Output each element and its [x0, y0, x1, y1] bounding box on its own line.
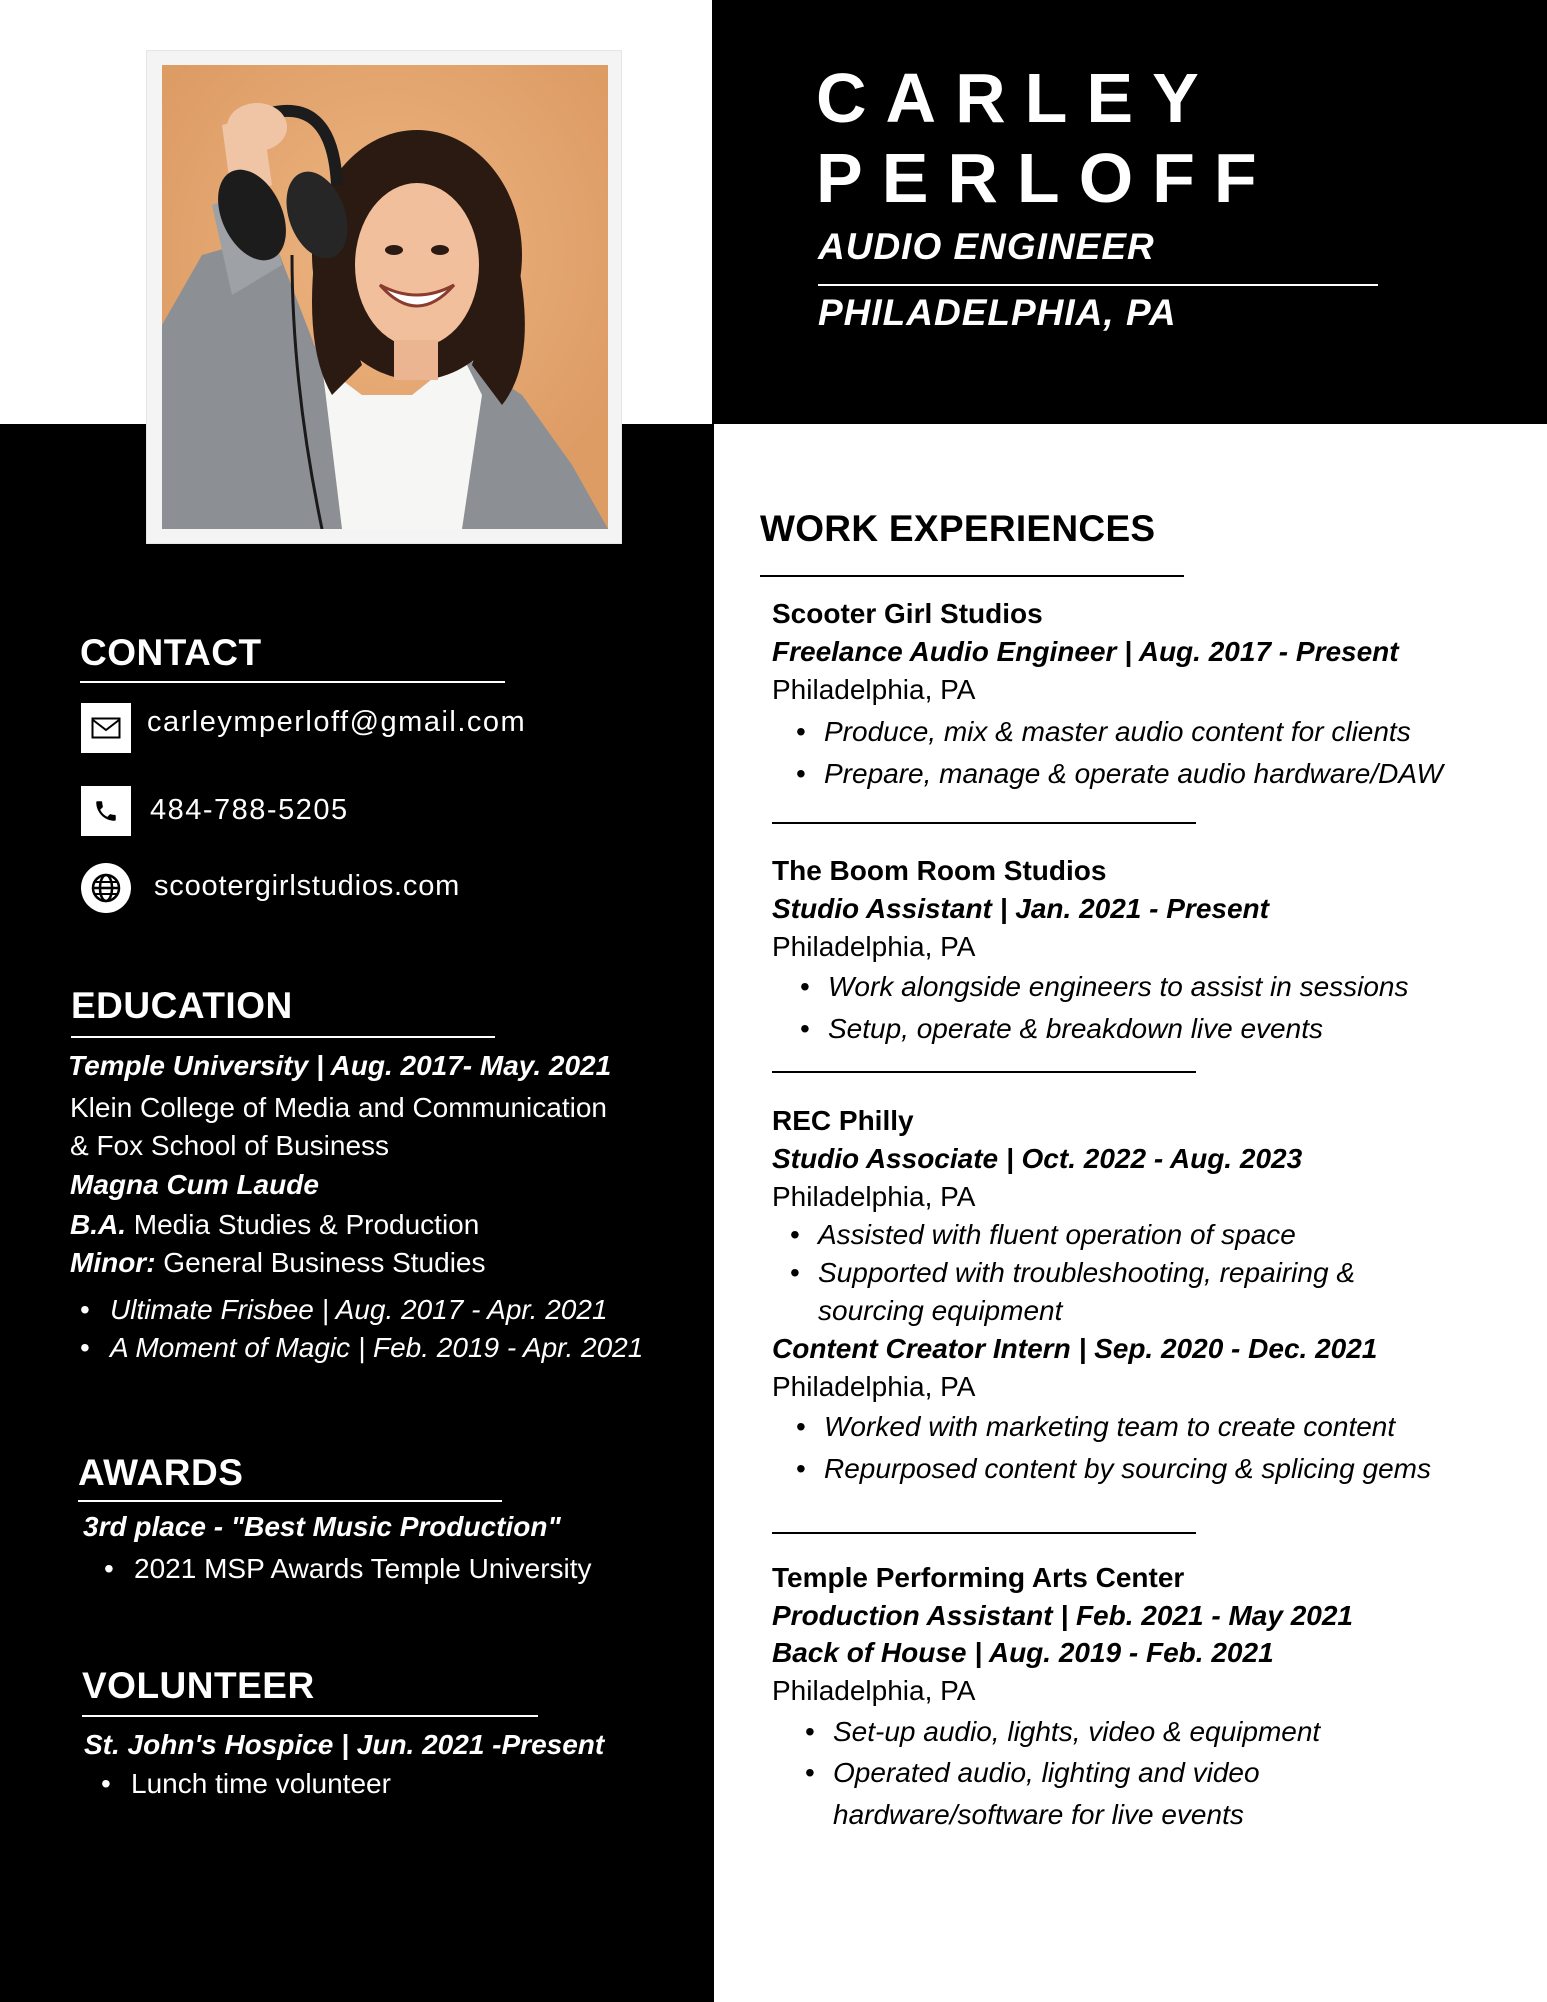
- job-divider: [772, 1071, 1196, 1073]
- work-heading: WORK EXPERIENCES: [760, 508, 1156, 549]
- last-name: PERLOFF: [816, 139, 1276, 217]
- job-location: Philadelphia, PA: [772, 931, 976, 962]
- job-title: AUDIO ENGINEER: [818, 226, 1155, 267]
- job-bullet-continued: hardware/software for live events: [833, 1799, 1244, 1830]
- education-degree: [70, 1206, 479, 1244]
- profile-photo: [162, 65, 608, 529]
- awards-divider: [78, 1500, 502, 1502]
- job-bullet-continued: sourcing equipment: [818, 1295, 1063, 1326]
- job-position-secondary: Content Creator Intern | Sep. 2020 - Dec. 2021: [772, 1333, 1378, 1364]
- first-name: CARLEY: [816, 59, 1218, 137]
- education-minor: [70, 1244, 486, 1282]
- awards-heading: AWARDS: [78, 1452, 244, 1493]
- job-position: Studio Associate | Oct. 2022 - Aug. 2023: [772, 1143, 1303, 1174]
- contact-phone[interactable]: 484-788-5205: [150, 794, 349, 826]
- minor-value: General Business Studies: [155, 1247, 486, 1278]
- job-company: Scooter Girl Studios: [772, 598, 1043, 629]
- education-activity: • A Moment of Magic | Feb. 2019 - Apr. 2021: [110, 1332, 643, 1364]
- globe-icon: [81, 863, 131, 913]
- job-location: Philadelphia, PA: [772, 1181, 976, 1212]
- profile-photo-illustration: [162, 65, 608, 529]
- job-company: REC Philly: [772, 1105, 914, 1136]
- job-bullet: • Operated audio, lighting and video: [833, 1757, 1260, 1789]
- job-location: Philadelphia, PA: [772, 1675, 976, 1706]
- job-divider: [772, 822, 1196, 824]
- job-bullet: • Prepare, manage & operate audio hardware/DAW: [824, 758, 1443, 790]
- phone-icon: [81, 786, 131, 836]
- work-heading-divider: [760, 575, 1184, 577]
- contact-heading: CONTACT: [80, 632, 262, 673]
- contact-divider: [80, 681, 505, 683]
- header-divider: [818, 284, 1378, 286]
- education-college-line1: Klein College of Media and Communication: [70, 1092, 607, 1123]
- job-bullet: • Set-up audio, lights, video & equipment: [833, 1716, 1320, 1748]
- minor-label: Minor:: [70, 1247, 156, 1278]
- job-position: Production Assistant | Feb. 2021 - May 2021: [772, 1600, 1353, 1631]
- volunteer-heading: VOLUNTEER: [82, 1665, 315, 1706]
- job-bullet: • Repurposed content by sourcing & splicing gems: [824, 1453, 1431, 1485]
- education-college-line2: & Fox School of Business: [70, 1130, 390, 1161]
- job-location: Philadelphia, PA: [772, 674, 976, 705]
- job-company: The Boom Room Studios: [772, 855, 1107, 886]
- education-divider: [71, 1036, 495, 1038]
- education-honors: Magna Cum Laude: [70, 1169, 319, 1200]
- job-bullet: • Setup, operate & breakdown live events: [828, 1013, 1323, 1045]
- job-position: Studio Assistant | Jan. 2021 - Present: [772, 893, 1269, 924]
- job-bullet: • Work alongside engineers to assist in sessions: [828, 971, 1409, 1003]
- volunteer-divider: [82, 1715, 538, 1717]
- name-heading: [816, 58, 1276, 218]
- volunteer-title: St. John's Hospice | Jun. 2021 -Present: [84, 1729, 605, 1760]
- job-divider: [772, 1532, 1196, 1534]
- contact-website[interactable]: scootergirlstudios.com: [154, 870, 461, 902]
- job-location-secondary: Philadelphia, PA: [772, 1371, 976, 1402]
- job-bullet: • Assisted with fluent operation of space: [818, 1219, 1296, 1251]
- education-activity: • Ultimate Frisbee | Aug. 2017 - Apr. 2021: [110, 1294, 608, 1326]
- job-position: Freelance Audio Engineer | Aug. 2017 - Present: [772, 636, 1399, 667]
- job-bullet: • Supported with troubleshooting, repairing &: [818, 1257, 1355, 1289]
- contact-email[interactable]: carleymperloff@gmail.com: [147, 706, 527, 738]
- profile-photo-frame: [146, 50, 622, 544]
- degree-value: Media Studies & Production: [126, 1209, 480, 1240]
- header-location: PHILADELPHIA, PA: [818, 292, 1177, 333]
- job-company: Temple Performing Arts Center: [772, 1562, 1185, 1593]
- mail-icon: [81, 703, 131, 753]
- award-detail: • 2021 MSP Awards Temple University: [134, 1553, 592, 1585]
- job-bullet: • Worked with marketing team to create content: [824, 1411, 1395, 1443]
- degree-label: B.A.: [70, 1209, 126, 1240]
- job-bullet: • Produce, mix & master audio content for clients: [824, 716, 1411, 748]
- award-title: 3rd place - "Best Music Production": [83, 1511, 561, 1542]
- volunteer-detail: • Lunch time volunteer: [131, 1768, 391, 1800]
- education-heading: EDUCATION: [71, 985, 293, 1026]
- education-school: Temple University | Aug. 2017- May. 2021: [68, 1050, 612, 1081]
- job-position-secondary: Back of House | Aug. 2019 - Feb. 2021: [772, 1637, 1274, 1668]
